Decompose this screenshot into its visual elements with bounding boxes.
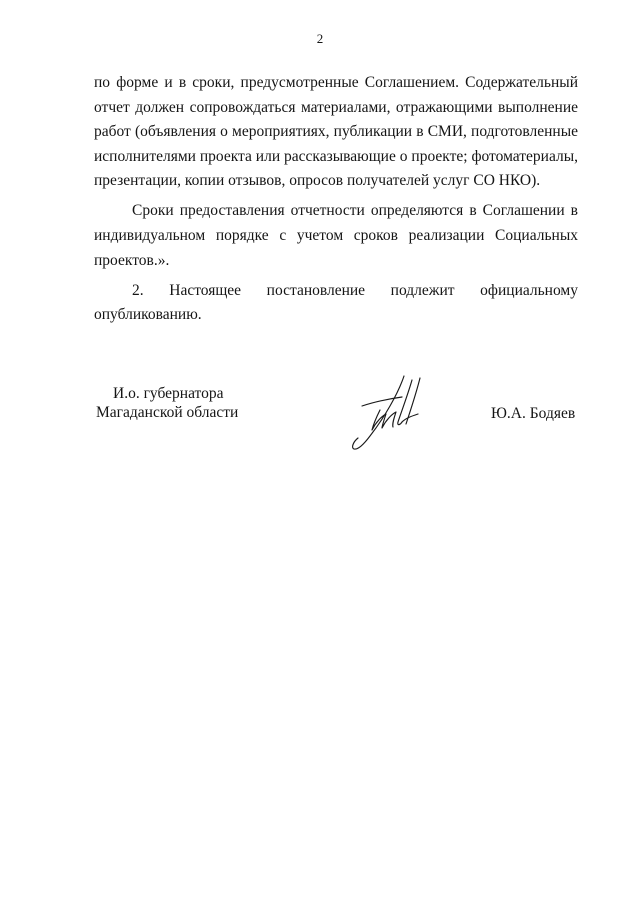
signatory-position-line1: И.о. губернатора <box>113 385 224 402</box>
page-number: 2 <box>316 31 324 46</box>
document-body <box>94 71 578 333</box>
paragraph-publication: 2. Настоящее постановление подлежит официальному опубликованию. <box>94 281 578 324</box>
signatory-position-line2: Магаданской области <box>96 404 239 421</box>
signatory-name: Ю.А. Бодяев <box>491 405 576 422</box>
paragraph-report-requirements: по форме и в сроки, предусмотренные Соглашением. Содержательный отчет должен сопровождаться материалами, отражающими выполнение работ (объявления о мероприятиях, публикации в СМИ, подготовленные исполнителями проекта или рассказывающие о проекте; фотоматериалы, презентации, копии отзывов, опросов получателей услуг СО НКО). <box>94 74 578 190</box>
handwritten-signature <box>340 372 440 457</box>
paragraph-reporting-deadlines: Сроки предоставления отчетности определяются в Соглашении в индивидуальном порядке с учетом сроков реализации Социальных проектов.». <box>94 202 578 269</box>
signatory-position <box>96 384 238 422</box>
